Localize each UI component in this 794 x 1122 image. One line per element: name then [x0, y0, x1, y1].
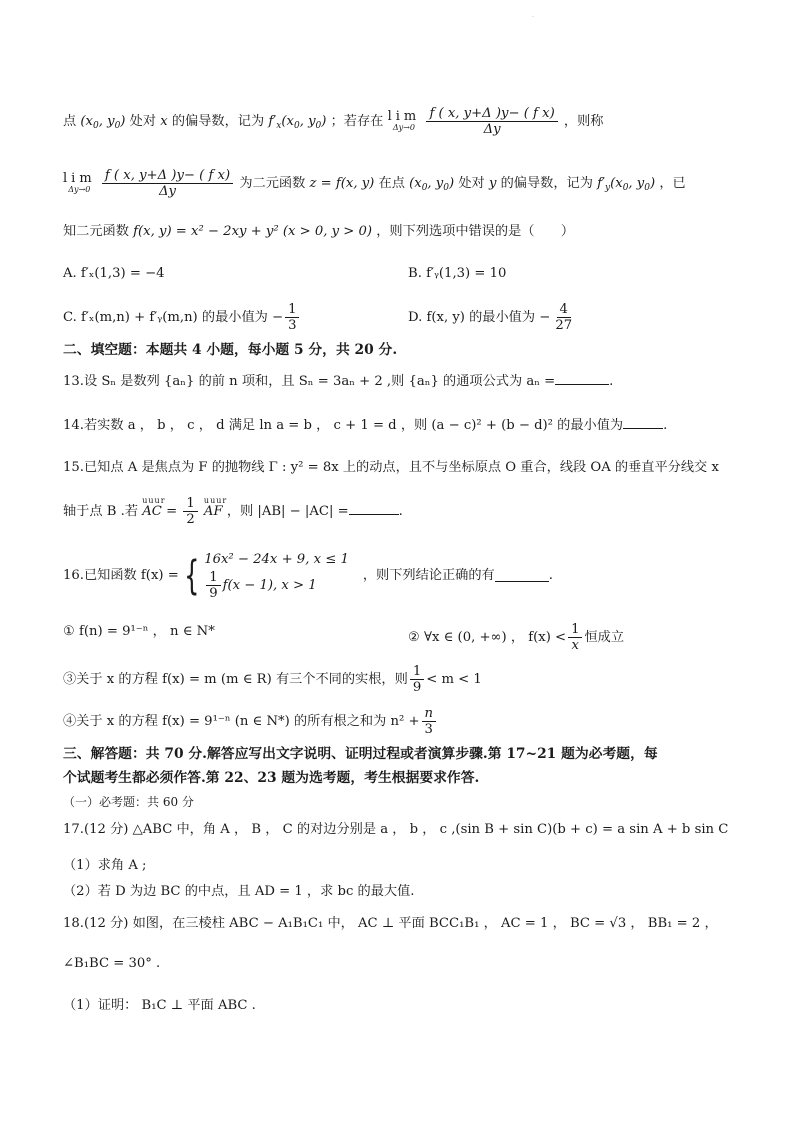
question-14: 14.若实数 a ， b ， c ， d 满足 ln a = b ， c + 1 = d ，则 (a − c)² + (b − d)² 的最小值为 .	[63, 418, 668, 433]
q12-text: ，则称	[563, 114, 604, 129]
question-16: 16.已知函数 f(x) = { 16x² − 24x + 9, x ≤ 1 $\frac{1}{9}$ f(x − 1), x > 1 ，则下列结论正确的有 .	[63, 552, 553, 601]
q12-text: 处对	[129, 114, 157, 129]
option-a[interactable]: A. f′ₓ(1,3) = −4	[63, 266, 165, 281]
question-13: 13.设 Sₙ 是数列 {aₙ} 的前 n 项和，且 Sₙ = 3aₙ + 2 ,则 {aₙ} 的通项公式为 aₙ = .	[63, 374, 614, 389]
left-brace: {	[183, 552, 200, 599]
top-dot: ·	[532, 14, 534, 21]
q12-line-3: 知二元函数 f(x, y) = x² − 2xy + y² (x > 0, y > 0) ，则下列选项中错误的是（ ）	[63, 224, 575, 239]
q12-text: 的偏导数，记为	[171, 114, 265, 129]
q16-option-1: ① f(n) = 9¹⁻ⁿ ， n ∈ N*	[63, 624, 215, 639]
question-18-line-2: ∠B₁BC = 30° .	[63, 956, 161, 971]
piecewise-cases: 16x² − 24x + 9, x ≤ 1 $\frac{1}{9}$ f(x − 1), x > 1	[204, 552, 349, 601]
q16-option-4: ④关于 x 的方程 f(x) = 9¹⁻ⁿ (n ∈ N*) 的所有根之和为 n² + $\frac{n}{3}$	[63, 706, 754, 737]
answer-blank[interactable]	[623, 416, 663, 429]
limit-symbol: lim Δy→0	[387, 108, 421, 132]
difference-quotient: $\frac{\text{f ( x, y+Δ )y− ( f x)}}{\Delta y}$	[102, 168, 233, 199]
option-c[interactable]: C. f′ₓ(m,n) + f′ᵧ(m,n) 的最小值为 − $\frac{1}{3}$	[63, 310, 301, 325]
q16-option-3: ③关于 x 的方程 f(x) = m (m ∈ R) 有三个不同的实根，则 $\frac{1}{9}$ < m < 1	[63, 664, 482, 695]
q12-text: 在点	[378, 176, 405, 191]
limit-symbol: lim Δy→0	[63, 170, 96, 194]
q12-text: ，已	[659, 176, 686, 191]
answer-blank[interactable]	[555, 372, 609, 385]
q16-options-12	[63, 622, 754, 653]
q12-text: 处对	[458, 176, 485, 191]
q18-part-1: （1）证明： B₁C ⊥ 平面 ABC .	[63, 998, 256, 1013]
q16-option-2: ② ∀x ∈ (0, +∞) ， f(x) < $\frac{1}{x}$ 恒成立	[408, 622, 625, 653]
option-d[interactable]: D. f(x, y) 的最小值为 − $\frac{4}{27}$	[408, 302, 573, 333]
vector-af: uuur AF	[203, 496, 228, 519]
q12-text: 的偏导数，记为	[500, 176, 593, 191]
given-function: f(x, y) = x² − 2xy + y² (x > 0, y > 0)	[133, 224, 373, 239]
answer-blank[interactable]	[495, 569, 549, 582]
q12-text: 为二元函数	[239, 176, 306, 191]
section-2-heading: 二、填空题：本题共 4 小题，每小题 5 分，共 20 分.	[63, 342, 398, 358]
section-3-heading-cont: 个试题考生都必须作答.第 22、23 题为选考题，考生根据要求作答.	[63, 770, 480, 786]
question-15-line-2: 轴于点 B .若 uuur AC = $\frac{1}{2}$ uuur AF ，则 |AB| − |AC| = .	[63, 496, 403, 527]
question-17: 17.(12 分) △ABC 中，角 A ， B ， C 的对边分别是 a ， b ， c ,(sin B + sin C)(b + c) = a sin A + b sin C	[63, 822, 729, 837]
section-3-subheading: （一）必考题：共 60 分	[63, 795, 194, 809]
q12-text: 点	[63, 114, 77, 129]
q12-options-ab	[63, 264, 754, 284]
q12-line-2: lim Δy→0 $\frac{\text{f ( x, y+Δ )y− ( f x)}}{\Delta y}$ 为二元函数 z = f(x, y) 在点 ($x_0$, $y_0$) 处对 y 的偏导数，记为 $f'_y(x_0$, $y_0$) ，已	[63, 168, 686, 199]
q17-part-1: （1）求角 A ;	[63, 858, 147, 873]
q12-options-cd	[63, 302, 754, 333]
question-15-line-1: 15.已知点 A 是焦点为 F 的抛物线 Γ : y² = 8x 上的动点，且不与坐标原点 O 重合，线段 OA 的垂直平分线交 x	[63, 460, 719, 475]
option-b[interactable]: B. f′ᵧ(1,3) = 10	[408, 266, 507, 281]
question-18-line-1: 18.(12 分) 如图，在三棱柱 ABC − A₁B₁C₁ 中， AC ⊥ 平面 BCC₁B₁ ， AC = 1 ， BC = √3 ， BB₁ = 2 ，	[63, 916, 718, 931]
q12-line-1: 点 ($x_0$, $y_0$) 处对 x 的偏导数，记为 $f'_x(x_0$, $y_0$) ；若存在 lim Δy→0 $\frac{\text{f ( x, y+Δ )y− ( f x)}}{\Delta y}$ ，则称	[63, 106, 604, 137]
q17-part-2: （2）若 D 为边 BC 的中点，且 AD = 1 ，求 bc 的最大值.	[63, 884, 415, 899]
section-3-heading: 三、解答题：共 70 分.解答应写出文字说明、证明过程或者演算步骤.第 17~21 题为必考题，每	[63, 746, 658, 762]
q12-text: ；若存在	[330, 114, 384, 129]
difference-quotient: $\frac{\text{f ( x, y+Δ )y− ( f x)}}{\Delta y}$	[426, 106, 557, 137]
answer-blank[interactable]	[349, 502, 399, 515]
vector-ac: uuur AC	[142, 496, 166, 519]
